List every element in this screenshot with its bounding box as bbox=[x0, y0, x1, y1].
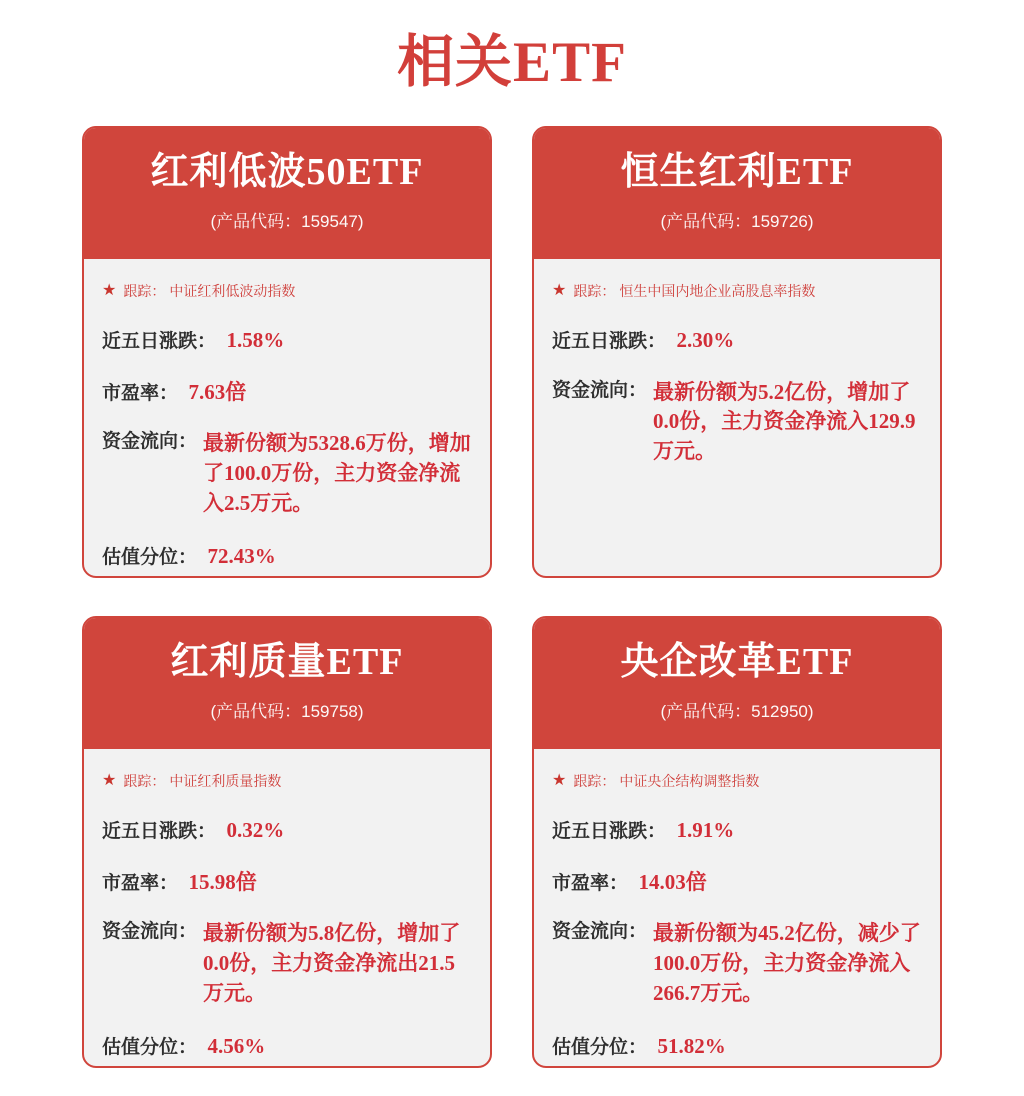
flow-row bbox=[552, 378, 922, 467]
flow-label: 资金流向： bbox=[102, 921, 198, 943]
flow-value: 最新份额为5328.6万份，增加了100.0万份，主力资金净流入2.5万元。 bbox=[203, 431, 471, 515]
flow-label: 资金流向： bbox=[102, 431, 198, 453]
flow-value: 最新份额为5.8亿份，增加了0.0份，主力资金净流出21.5万元。 bbox=[203, 921, 461, 1005]
star-icon: ★ bbox=[552, 772, 567, 789]
change-value: 2.30% bbox=[676, 328, 735, 352]
pe-label: 市盈率： bbox=[102, 382, 179, 404]
etf-product-code: (产品代码：512950) bbox=[660, 701, 814, 721]
etf-title: 红利质量ETF bbox=[170, 641, 404, 683]
card-header bbox=[84, 618, 490, 749]
card-body bbox=[534, 259, 940, 467]
pe-value: 14.03倍 bbox=[638, 869, 707, 894]
etf-product-code: (产品代码：159726) bbox=[660, 211, 814, 231]
valuation-row bbox=[102, 1032, 472, 1061]
change-label: 近五日涨跌： bbox=[552, 821, 667, 842]
card-header bbox=[534, 128, 940, 259]
change-row bbox=[552, 816, 922, 845]
track-row bbox=[102, 281, 472, 301]
valuation-label: 估值分位： bbox=[102, 546, 198, 568]
track-label: 跟踪： bbox=[123, 773, 166, 789]
valuation-row bbox=[102, 542, 472, 571]
etf-title: 央企改革ETF bbox=[620, 641, 854, 683]
flow-row bbox=[102, 919, 472, 1008]
track-row bbox=[552, 281, 922, 301]
etf-product-code: (产品代码：159547) bbox=[210, 211, 364, 231]
flow-row bbox=[102, 429, 472, 518]
page-title: 相关ETF bbox=[397, 31, 627, 94]
flow-value: 最新份额为45.2亿份，减少了100.0万份，主力资金净流入266.7万元。 bbox=[653, 921, 921, 1005]
track-row bbox=[102, 771, 472, 791]
pe-label: 市盈率： bbox=[552, 872, 629, 894]
pe-label: 市盈率： bbox=[102, 872, 179, 894]
valuation-label: 估值分位： bbox=[552, 1036, 648, 1058]
etf-card-hongli-zhiliang bbox=[82, 616, 492, 1068]
track-row bbox=[552, 771, 922, 791]
valuation-value: 51.82% bbox=[657, 1033, 726, 1058]
track-label: 跟踪： bbox=[123, 283, 166, 299]
track-index-name: 中证央企结构调整指数 bbox=[619, 773, 760, 789]
flow-value: 最新份额为5.2亿份，增加了0.0份，主力资金净流入129.9万元。 bbox=[653, 379, 916, 464]
etf-title: 红利低波50ETF bbox=[150, 151, 424, 193]
track-index-name: 恒生中国内地企业高股息率指数 bbox=[619, 283, 816, 299]
valuation-row bbox=[552, 1032, 922, 1061]
pe-value: 7.63倍 bbox=[188, 379, 247, 404]
star-icon: ★ bbox=[102, 282, 117, 299]
change-value: 1.91% bbox=[676, 818, 735, 842]
etf-title: 恒生红利ETF bbox=[620, 151, 854, 193]
change-label: 近五日涨跌： bbox=[102, 821, 217, 842]
change-value: 0.32% bbox=[226, 818, 285, 842]
etf-card-yangqi-gaige bbox=[532, 616, 942, 1068]
etf-card-hengsheng-hongli bbox=[532, 126, 942, 578]
card-body bbox=[84, 749, 490, 1060]
pe-row bbox=[102, 378, 472, 407]
change-row bbox=[102, 326, 472, 355]
etf-card-hongli-dibo50 bbox=[82, 126, 492, 578]
track-index-name: 中证红利低波动指数 bbox=[169, 283, 296, 299]
change-row bbox=[102, 816, 472, 845]
change-row bbox=[552, 326, 922, 355]
flow-label: 资金流向： bbox=[552, 379, 648, 401]
flow-label: 资金流向： bbox=[552, 921, 648, 943]
track-label: 跟踪： bbox=[573, 283, 616, 299]
card-body bbox=[84, 259, 490, 570]
valuation-value: 4.56% bbox=[207, 1033, 266, 1058]
star-icon: ★ bbox=[102, 772, 117, 789]
etf-card-grid bbox=[0, 126, 1024, 1068]
track-index-name: 中证红利质量指数 bbox=[169, 773, 282, 789]
etf-product-code: (产品代码：159758) bbox=[210, 701, 364, 721]
track-label: 跟踪： bbox=[573, 773, 616, 789]
pe-row bbox=[102, 868, 472, 897]
flow-row bbox=[552, 919, 922, 1008]
star-icon: ★ bbox=[552, 282, 567, 299]
card-header bbox=[534, 618, 940, 749]
valuation-value: 72.43% bbox=[207, 543, 276, 568]
card-header bbox=[84, 128, 490, 259]
pe-value: 15.98倍 bbox=[188, 869, 257, 894]
change-label: 近五日涨跌： bbox=[552, 331, 667, 352]
valuation-label: 估值分位： bbox=[102, 1036, 198, 1058]
change-value: 1.58% bbox=[226, 328, 285, 352]
pe-row bbox=[552, 868, 922, 897]
change-label: 近五日涨跌： bbox=[102, 331, 217, 352]
card-body bbox=[534, 749, 940, 1060]
